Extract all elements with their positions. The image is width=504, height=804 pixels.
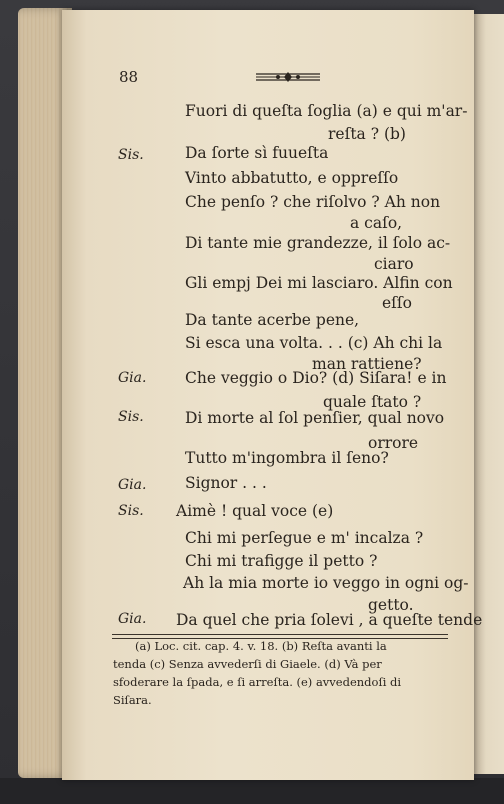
- speaker-sis: Sis.: [118, 409, 144, 425]
- verse-line: Fuori di queſta ſoglia (a) e qui m'ar-: [185, 102, 468, 120]
- verse-line: Da quel che pria ſolevi , a queſte tende: [176, 611, 483, 629]
- speaker-gia: Gia.: [118, 611, 147, 627]
- verse-line: Che veggio o Dio? (d) Siſara! e in: [185, 369, 447, 387]
- footnote-line: tenda (c) Senza avvederſi di Giaele. (d) Và per: [113, 657, 382, 671]
- verse-line: Signor . . .: [185, 474, 267, 492]
- verse-line: ciaro: [374, 255, 414, 273]
- speaker-sis: Sis.: [118, 503, 144, 519]
- verse-line: man rattiene?: [312, 355, 422, 373]
- verse-line: Da tante acerbe pene,: [185, 311, 360, 329]
- verse-line: eſſo: [382, 294, 412, 312]
- footnote-line: (a) Loc. cit. cap. 4. v. 18. (b) Reſta avanti la: [135, 639, 387, 653]
- verse-line: Tutto m'ingombra il ſeno?: [185, 449, 389, 467]
- page-number: 88: [119, 68, 139, 86]
- speaker-gia: Gia.: [118, 370, 147, 386]
- verse-line: Di tante mie grandezze, il ſolo ac-: [185, 234, 451, 252]
- verse-line: Che penſo ? che riſolvo ? Ah non: [185, 193, 441, 211]
- verse-line: Di morte al ſol penſier, qual novo: [185, 409, 445, 427]
- facing-page-edge: [474, 14, 504, 774]
- verse-line: orrore: [368, 434, 419, 452]
- verse-line: getto.: [368, 596, 414, 614]
- verse-line: Da ſorte sì fuueſta: [185, 144, 329, 162]
- verse-line: Ah la mia morte io veggo in ogni og-: [183, 574, 469, 592]
- footnote-line: sfoderare la ſpada, e ſi arreſta. (e) avvedendoſi di: [113, 675, 402, 689]
- verse-line: Chi mi trafigge il petto ?: [185, 552, 378, 570]
- verse-line: Vinto abbatutto, e oppreſſo: [185, 169, 399, 187]
- verse-line: Gli empj Dei mi lasciaro. Alfin con: [185, 274, 453, 292]
- scan-bottom-strip: [0, 778, 504, 804]
- speaker-gia: Gia.: [118, 477, 147, 493]
- speaker-sis: Sis.: [118, 147, 144, 163]
- verse-line: quale ſtato ?: [323, 393, 422, 411]
- verse-line: reſta ? (b): [328, 125, 406, 143]
- verse-line: Chi mi perſegue e m' incalza ?: [185, 529, 424, 547]
- footnote-line: Siſara.: [113, 693, 152, 707]
- verse-line: a caſo,: [350, 214, 403, 232]
- printer-ornament-icon: [254, 70, 322, 84]
- verse-line: Si esca una volta. . . (c) Ah chi la: [185, 334, 443, 352]
- verse-line: Aimè ! qual voce (e): [176, 502, 334, 520]
